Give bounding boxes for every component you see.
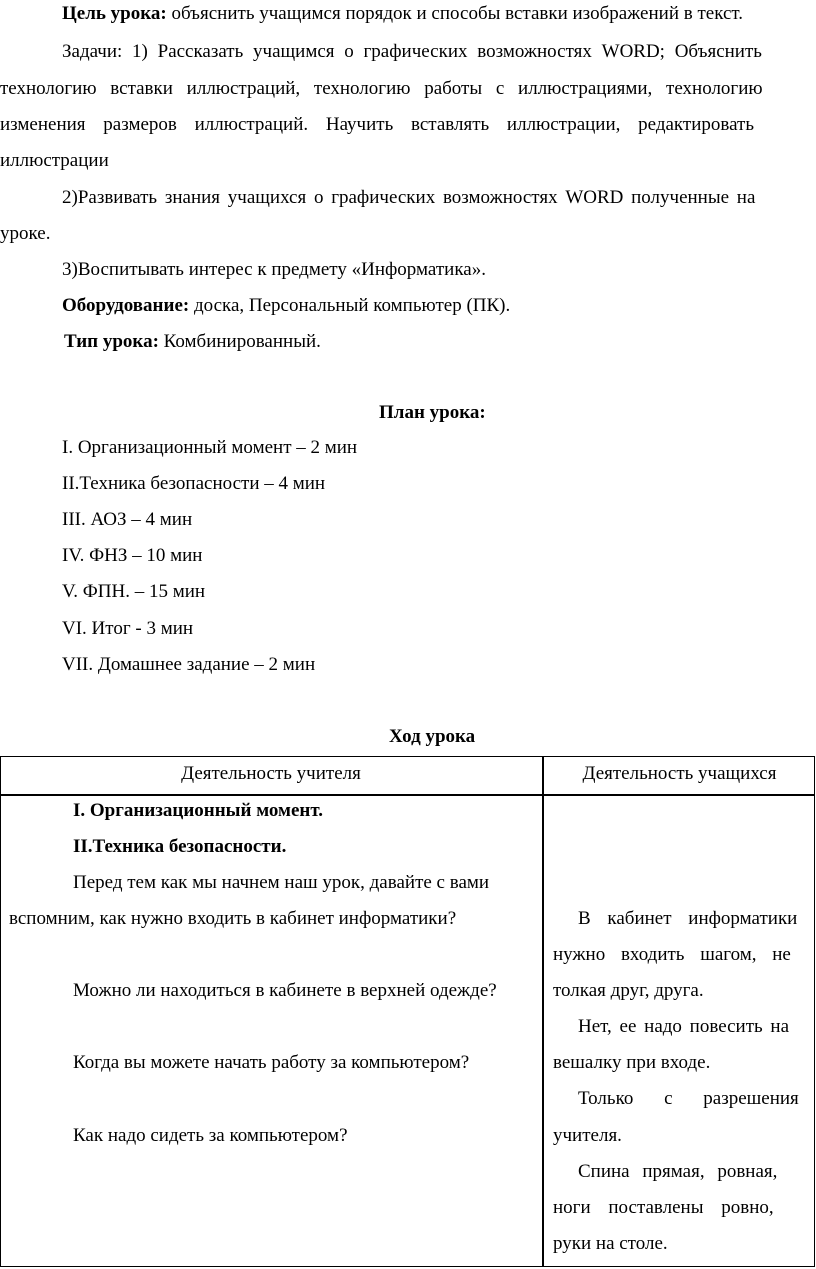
student-answer-2-line-1: Нет, ее надо повесить на	[578, 1016, 790, 1037]
lesson-table	[0, 756, 815, 1267]
plan-item: VI. Итог - 3 мин	[62, 618, 194, 639]
col-header-students: Деятельность учащихся	[582, 763, 777, 784]
plan-item: II.Техника безопасности – 4 мин	[62, 473, 326, 494]
col-header-teacher: Деятельность учителя	[181, 763, 361, 784]
student-answer-4-line-1: Спина прямая, ровная,	[578, 1161, 778, 1182]
teacher-question-1-line-1: Перед тем как мы начнем наш урок, давайте с вами	[73, 872, 490, 893]
student-answer-4-line-3: руки на столе.	[553, 1233, 668, 1254]
plan-item: VII. Домашнее задание – 2 мин	[62, 654, 316, 675]
equipment-label: Оборудование:	[62, 295, 190, 316]
course-title-text: Ход урока	[389, 726, 476, 747]
plan-item: I. Организационный момент – 2 мин	[62, 437, 358, 458]
goal-label: Цель урока:	[62, 3, 167, 24]
task2-line-2: уроке.	[0, 223, 51, 244]
table-column-divider	[542, 756, 544, 1267]
plan-title	[379, 401, 486, 425]
teacher-question-3: Когда вы можете начать работу за компьютером?	[73, 1052, 470, 1073]
student-answer-1-line-1: В кабинет информатики	[578, 908, 798, 929]
goal-text: объяснить учащимся порядок и способы вставки изображений в текст.	[171, 3, 744, 24]
equipment-line	[62, 294, 510, 318]
tasks-line-3: изменения размеров иллюстраций. Научить вставлять иллюстрации, редактировать	[0, 114, 755, 135]
teacher-heading-2-text: II.Техника безопасности.	[73, 836, 287, 857]
teacher-question-1-line-2: вспомним, как нужно входить в кабинет информатики?	[9, 908, 457, 929]
tasks-line-1-text: Задачи: 1) Рассказать учащимся о графических возможностях WORD; Объяснить	[62, 41, 762, 62]
plan-item: IV. ФНЗ – 10 мин	[62, 545, 203, 566]
tasks-line-2: технологию вставки иллюстраций, технологию работы с иллюстрациями, технологию	[0, 78, 763, 99]
type-text: Комбинированный.	[163, 331, 321, 352]
student-answer-2-line-2: вешалку при входе.	[553, 1052, 711, 1073]
teacher-question-4: Как надо сидеть за компьютером?	[73, 1125, 348, 1146]
teacher-heading-1	[73, 799, 323, 823]
student-answer-1-line-3: толкая друг, друга.	[553, 980, 704, 1001]
tasks-line-4: иллюстрации	[0, 150, 109, 171]
plan-item: III. АОЗ – 4 мин	[62, 509, 193, 530]
type-label: Тип урока:	[64, 331, 159, 352]
tasks-line-1	[62, 40, 814, 64]
student-answer-3-line-1: Только с разрешения	[578, 1088, 799, 1109]
teacher-heading-1-text: I. Организационный момент.	[73, 800, 324, 821]
teacher-heading-2	[73, 835, 286, 859]
equipment-text: доска, Персональный компьютер (ПК).	[193, 295, 511, 316]
plan-title-text: План урока:	[379, 402, 486, 423]
course-title	[389, 725, 475, 749]
type-line	[64, 330, 321, 354]
teacher-question-2: Можно ли находиться в кабинете в верхней одежде?	[73, 980, 497, 1001]
task2-line-1: 2)Развивать знания учащихся о графических возможностях WORD полученные на	[62, 187, 756, 208]
student-answer-4-line-2: ноги поставлены ровно,	[553, 1197, 774, 1218]
goal-line	[62, 2, 743, 26]
table-header-divider	[0, 794, 815, 796]
student-answer-1-line-2: нужно входить шагом, не	[553, 944, 791, 965]
task3-line: 3)Воспитывать интерес к предмету «Информатика».	[62, 259, 486, 280]
plan-item: V. ФПН. – 15 мин	[62, 581, 206, 602]
student-answer-3-line-2: учителя.	[553, 1125, 622, 1146]
